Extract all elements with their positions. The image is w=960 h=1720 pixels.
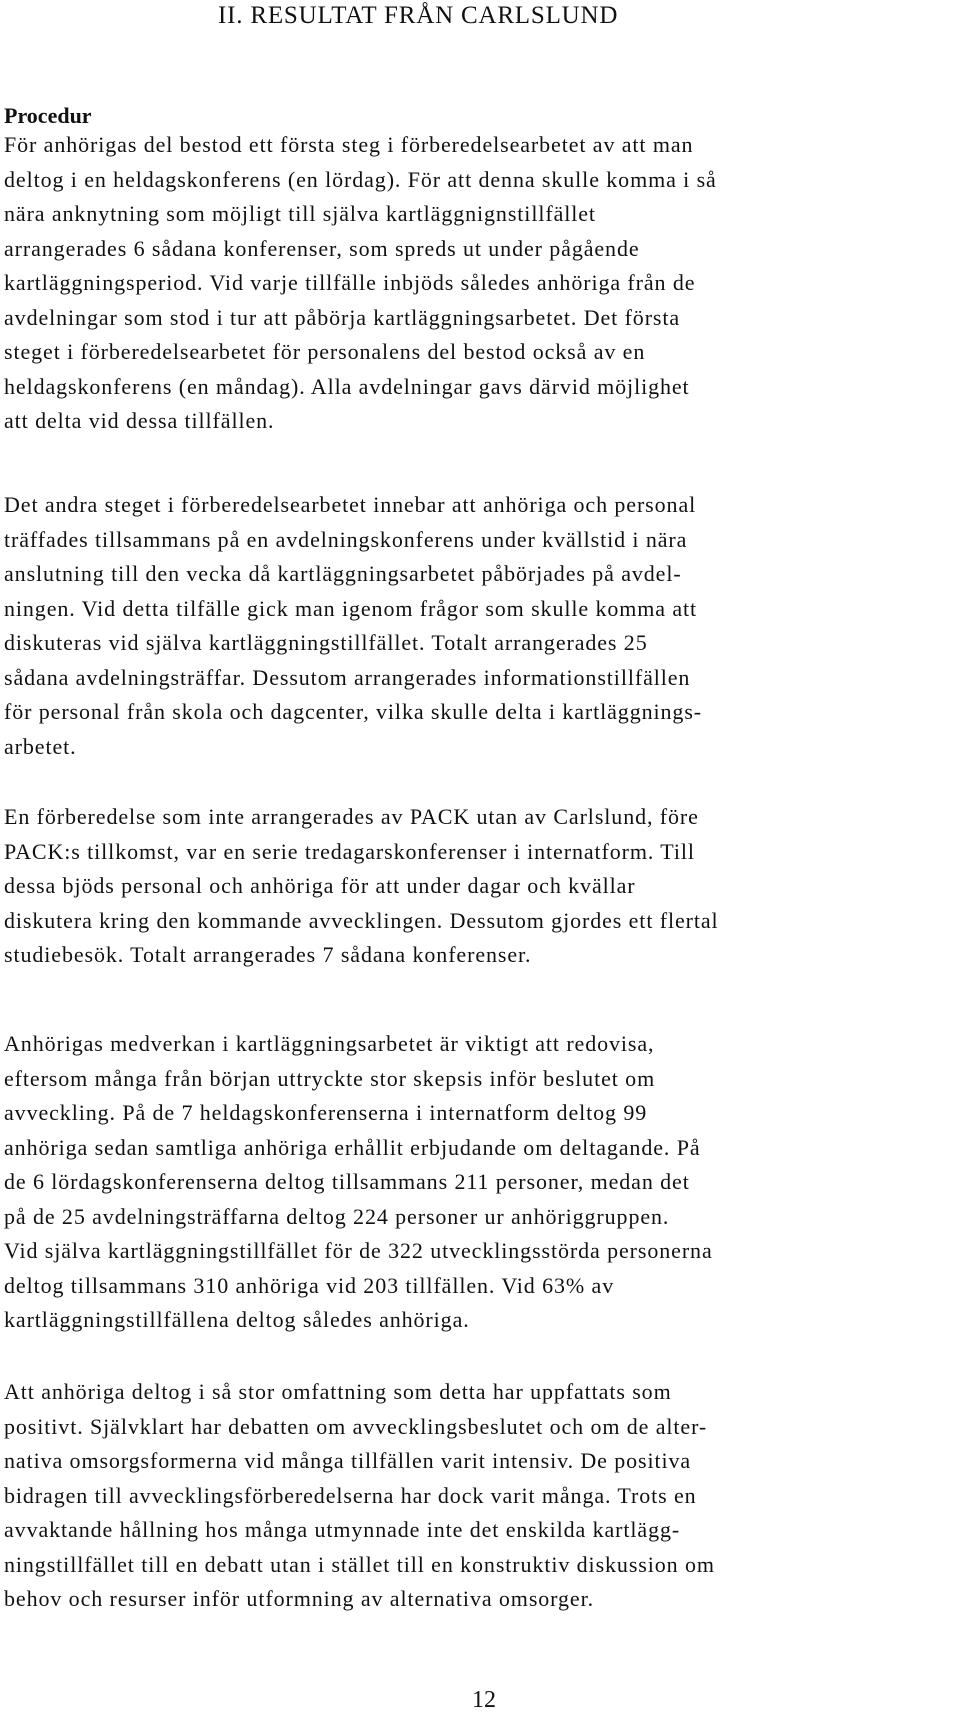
paragraph-1: För anhörigas del bestod ett första steg i förberedelsearbetet av att man deltog i en heldagskonferens (en lördag). För att denna skulle komma i så nära anknytning som möjligt till själva kartläggnignstillfället arrangerades 6 sådana konferenser, som spreds ut under pågående kartläggningsperiod. Vid varje tillfälle inbjöds således anhöriga från de avdelningar som stod i tur att påbörja kartläggningsarbetet. Det första steget i förberedelsearbetet för personalens del bestod också av en heldagskonferens (en måndag). Alla avdelningar gavs därvid möjlighet att delta vid dessa tillfällen. [4, 132, 717, 433]
section-title: II. RESULTAT FRÅN CARLSLUND [218, 2, 619, 29]
paragraph-2: Det andra steget i förberedelsearbetet innebar att anhöriga och personal träffades tillsammans på en avdelningskonferens under kvällstid i nära anslutning till den vecka då kartläggningsarbetet påbörjades på avdel- ningen. Vid detta tilfälle gick man igenom frågor som skulle komma att diskuteras vid själva kartläggningstillfället. Totalt arrangerades 25 sådana avdelningsträffar. Dessutom arrangerades informationstillfällen för personal från skola och dagcenter, vilka skulle delta i kartläggnings- arbetet. [4, 492, 703, 759]
paragraph-3: En förberedelse som inte arrangerades av PACK utan av Carlslund, före PACK:s tillkomst, var en serie tredagarskonferenser i internatform. Till dessa bjöds personal och anhöriga för att under dagar och kvällar diskutera kring den kommande avvecklingen. Dessutom gjordes ett flertal studiebesök. Totalt arrangerades 7 sådana konferenser. [4, 804, 719, 967]
heading-procedur: Procedur [4, 103, 92, 128]
paragraph-4: Anhörigas medverkan i kartläggningsarbetet är viktigt att redovisa, eftersom många från början uttryckte stor skepsis inför beslutet om avveckling. På de 7 heldagskonferenserna i internatform deltog 99 anhöriga sedan samtliga anhöriga erhållit erbjudande om deltagande. På de 6 lördagskonferenserna deltog tillsammans 211 personer, medan det på de 25 avdelningsträffarna deltog 224 personer ur anhöriggruppen. Vid själva kartläggningstillfället för de 322 utvecklingsstörda personerna deltog tillsammans 310 anhöriga vid 203 tillfällen. Vid 63% av kartläggningstillfällena deltog således anhöriga. [4, 1031, 713, 1332]
page-number: 12 [472, 1687, 496, 1713]
paragraph-5: Att anhöriga deltog i så stor omfattning som detta har uppfattats som positivt. Självklart har debatten om avvecklingsbeslutet och om de alter- nativa omsorgsformerna vid många tillfällen varit intensiv. De positiva bidragen till avvecklingsförberedelserna har dock varit många. Trots en avvaktande hållning hos många utmynnade inte det enskilda kartlägg- ningstillfället till en debatt utan i stället till en konstruktiv diskussion om behov och resurser inför utformning av alternativa omsorger. [4, 1379, 715, 1611]
